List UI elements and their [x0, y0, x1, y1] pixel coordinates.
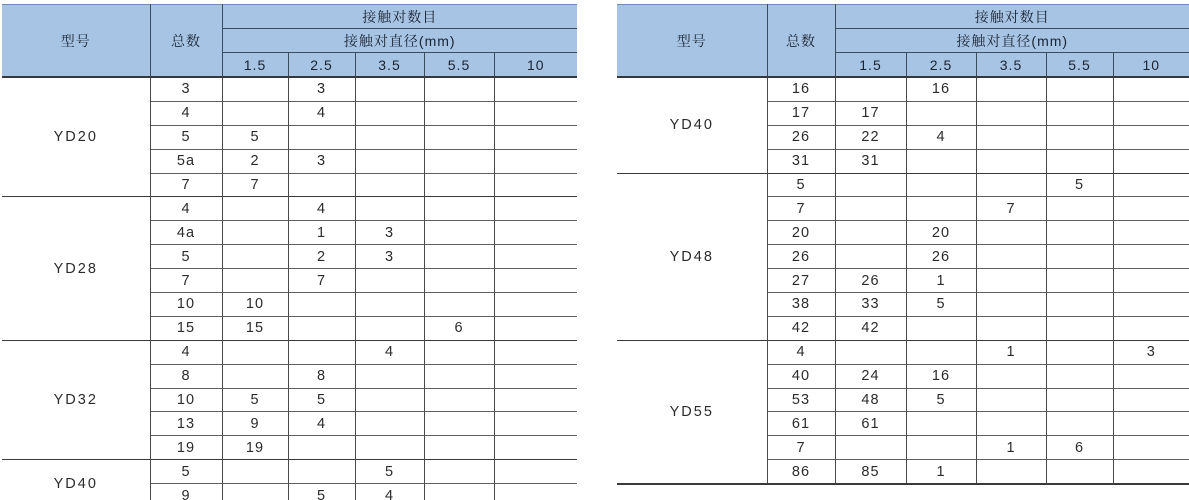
value-cell: [1046, 245, 1113, 269]
value-cell: [1113, 221, 1189, 245]
value-cell: [494, 245, 577, 269]
header-pairs-diameter: 接触对直径(mm): [835, 29, 1189, 53]
value-cell: [1046, 77, 1113, 101]
value-cell: [494, 173, 577, 197]
value-cell: 16: [906, 77, 976, 101]
header-diameter-2.5: 2.5: [288, 53, 355, 78]
value-cell: [494, 484, 577, 500]
header-pairs-count: 接触对数目: [835, 5, 1189, 29]
value-cell: [355, 197, 424, 221]
header-diameter-1.5: 1.5: [222, 53, 288, 78]
value-cell: 26: [835, 269, 906, 293]
value-cell: [424, 436, 494, 460]
total-cell: 26: [767, 125, 835, 149]
value-cell: 31: [835, 149, 906, 173]
value-cell: [976, 269, 1046, 293]
value-cell: [1046, 316, 1113, 340]
total-cell: 4: [150, 197, 222, 221]
value-cell: [355, 101, 424, 125]
value-cell: [494, 364, 577, 388]
total-cell: 4: [150, 101, 222, 125]
value-cell: 6: [424, 316, 494, 340]
value-cell: [355, 436, 424, 460]
value-cell: [976, 245, 1046, 269]
value-cell: 9: [222, 412, 288, 436]
value-cell: [424, 364, 494, 388]
value-cell: [976, 412, 1046, 436]
value-cell: [976, 77, 1046, 101]
value-cell: [976, 316, 1046, 340]
value-cell: [976, 149, 1046, 173]
value-cell: 1: [976, 340, 1046, 364]
total-cell: 86: [767, 460, 835, 484]
value-cell: 16: [906, 364, 976, 388]
header-diameter-2.5: 2.5: [906, 53, 976, 78]
value-cell: [355, 293, 424, 317]
total-cell: 26: [767, 245, 835, 269]
header-diameter-10: 10: [494, 53, 577, 78]
value-cell: 17: [835, 101, 906, 125]
header-diameter-3.5: 3.5: [976, 53, 1046, 78]
value-cell: [424, 484, 494, 500]
total-cell: 20: [767, 221, 835, 245]
value-cell: [222, 101, 288, 125]
value-cell: [976, 221, 1046, 245]
value-cell: [288, 436, 355, 460]
value-cell: [424, 101, 494, 125]
value-cell: 42: [835, 316, 906, 340]
value-cell: [906, 173, 976, 197]
value-cell: [1113, 436, 1189, 460]
value-cell: [976, 460, 1046, 484]
value-cell: [835, 173, 906, 197]
table-row: [2, 77, 577, 101]
total-cell: 13: [150, 412, 222, 436]
value-cell: [424, 412, 494, 436]
model-cell: YD55: [617, 340, 767, 484]
value-cell: [424, 340, 494, 364]
value-cell: [1046, 388, 1113, 412]
total-cell: 16: [767, 77, 835, 101]
value-cell: [355, 364, 424, 388]
value-cell: [494, 221, 577, 245]
value-cell: 5: [906, 388, 976, 412]
value-cell: 15: [222, 316, 288, 340]
value-cell: [494, 436, 577, 460]
value-cell: [288, 316, 355, 340]
value-cell: 1: [906, 460, 976, 484]
table-row: [617, 173, 1189, 197]
value-cell: [355, 269, 424, 293]
connector-spec-table: [2, 4, 577, 500]
table-row: [2, 340, 577, 364]
value-cell: [976, 293, 1046, 317]
total-cell: 8: [150, 364, 222, 388]
value-cell: [424, 149, 494, 173]
value-cell: [835, 245, 906, 269]
value-cell: [222, 245, 288, 269]
value-cell: [976, 125, 1046, 149]
total-cell: 5: [767, 173, 835, 197]
value-cell: [1113, 77, 1189, 101]
value-cell: [222, 269, 288, 293]
value-cell: [1113, 388, 1189, 412]
value-cell: [355, 412, 424, 436]
value-cell: 5: [288, 484, 355, 500]
value-cell: 85: [835, 460, 906, 484]
value-cell: [424, 173, 494, 197]
value-cell: [494, 460, 577, 484]
value-cell: [355, 149, 424, 173]
total-cell: 19: [150, 436, 222, 460]
total-cell: 4: [150, 340, 222, 364]
value-cell: [424, 197, 494, 221]
value-cell: [906, 101, 976, 125]
value-cell: 2: [288, 245, 355, 269]
value-cell: [906, 340, 976, 364]
value-cell: [355, 316, 424, 340]
value-cell: [288, 340, 355, 364]
value-cell: 5: [222, 125, 288, 149]
value-cell: [906, 197, 976, 221]
value-cell: 4: [288, 101, 355, 125]
model-cell: YD40: [617, 77, 767, 173]
value-cell: [1046, 221, 1113, 245]
total-cell: 17: [767, 101, 835, 125]
table-header: [617, 5, 1189, 78]
value-cell: [222, 221, 288, 245]
value-cell: [288, 173, 355, 197]
value-cell: [1046, 412, 1113, 436]
value-cell: 10: [222, 293, 288, 317]
total-cell: 5: [150, 245, 222, 269]
header-diameter-10: 10: [1113, 53, 1189, 78]
value-cell: 33: [835, 293, 906, 317]
model-cell: YD20: [2, 77, 150, 197]
table-body: [2, 77, 577, 500]
value-cell: [1113, 149, 1189, 173]
header-model: 型号: [60, 32, 91, 49]
value-cell: 5: [222, 388, 288, 412]
value-cell: 22: [835, 125, 906, 149]
value-cell: 5: [355, 460, 424, 484]
value-cell: [288, 460, 355, 484]
value-cell: [222, 484, 288, 500]
total-cell: 61: [767, 412, 835, 436]
value-cell: [1046, 269, 1113, 293]
total-cell: 42: [767, 316, 835, 340]
model-cell: YD40: [2, 460, 150, 500]
total-cell: 38: [767, 293, 835, 317]
total-cell: 7: [150, 173, 222, 197]
value-cell: [1046, 364, 1113, 388]
value-cell: [1113, 245, 1189, 269]
table-row: [2, 197, 577, 221]
value-cell: 2: [222, 149, 288, 173]
value-cell: [835, 340, 906, 364]
total-cell: 9: [150, 484, 222, 500]
value-cell: 5: [906, 293, 976, 317]
value-cell: [1113, 293, 1189, 317]
header-model: 型号: [676, 32, 707, 49]
value-cell: [355, 77, 424, 101]
value-cell: [424, 269, 494, 293]
header-total: 总数: [767, 5, 835, 78]
header-diameter-5.5: 5.5: [424, 53, 494, 78]
total-cell: 7: [150, 269, 222, 293]
table-row: [2, 460, 577, 484]
value-cell: [1113, 101, 1189, 125]
table-row: [617, 340, 1189, 364]
value-cell: [1113, 412, 1189, 436]
header-pairs-diameter: 接触对直径(mm): [222, 29, 577, 53]
value-cell: [835, 77, 906, 101]
value-cell: [494, 125, 577, 149]
model-cell: YD28: [2, 197, 150, 340]
value-cell: [906, 149, 976, 173]
value-cell: [424, 460, 494, 484]
model-cell: YD32: [2, 340, 150, 459]
value-cell: [1113, 197, 1189, 221]
value-cell: [1046, 197, 1113, 221]
value-cell: [1113, 316, 1189, 340]
total-cell: 10: [150, 293, 222, 317]
value-cell: [222, 340, 288, 364]
value-cell: [355, 173, 424, 197]
value-cell: [976, 388, 1046, 412]
value-cell: [1113, 460, 1189, 484]
total-cell: 7: [767, 197, 835, 221]
value-cell: [494, 293, 577, 317]
value-cell: 26: [906, 245, 976, 269]
value-cell: 4: [906, 125, 976, 149]
value-cell: [835, 197, 906, 221]
connector-spec-table: [617, 4, 1189, 485]
value-cell: [424, 245, 494, 269]
total-cell: 4a: [150, 221, 222, 245]
value-cell: [494, 197, 577, 221]
header-pairs-count: 接触对数目: [222, 5, 577, 29]
model-cell: YD48: [617, 173, 767, 340]
value-cell: [494, 388, 577, 412]
value-cell: [1046, 340, 1113, 364]
value-cell: 4: [355, 340, 424, 364]
value-cell: 1: [288, 221, 355, 245]
value-cell: [906, 436, 976, 460]
connector-table-left: [2, 4, 577, 500]
value-cell: [1113, 125, 1189, 149]
value-cell: [906, 316, 976, 340]
total-cell: 31: [767, 149, 835, 173]
value-cell: 1: [976, 436, 1046, 460]
header-diameter-1.5: 1.5: [835, 53, 906, 78]
value-cell: [494, 149, 577, 173]
value-cell: [1046, 149, 1113, 173]
value-cell: 48: [835, 388, 906, 412]
value-cell: [1046, 101, 1113, 125]
value-cell: 6: [1046, 436, 1113, 460]
table-header: [2, 5, 577, 78]
value-cell: 3: [288, 77, 355, 101]
value-cell: [222, 77, 288, 101]
value-cell: [424, 388, 494, 412]
value-cell: 5: [288, 388, 355, 412]
value-cell: [906, 412, 976, 436]
value-cell: [1113, 173, 1189, 197]
value-cell: [424, 293, 494, 317]
value-cell: [1046, 460, 1113, 484]
value-cell: [976, 101, 1046, 125]
value-cell: [424, 77, 494, 101]
value-cell: [424, 221, 494, 245]
value-cell: [288, 125, 355, 149]
value-cell: [494, 412, 577, 436]
value-cell: [424, 125, 494, 149]
value-cell: [222, 460, 288, 484]
value-cell: 5: [1046, 173, 1113, 197]
total-cell: 40: [767, 364, 835, 388]
value-cell: 3: [288, 149, 355, 173]
total-cell: 53: [767, 388, 835, 412]
total-cell: 10: [150, 388, 222, 412]
value-cell: [494, 77, 577, 101]
value-cell: 24: [835, 364, 906, 388]
total-cell: 3: [150, 77, 222, 101]
value-cell: 61: [835, 412, 906, 436]
total-cell: 7: [767, 436, 835, 460]
total-cell: 5a: [150, 149, 222, 173]
value-cell: [355, 388, 424, 412]
value-cell: [222, 364, 288, 388]
value-cell: [494, 340, 577, 364]
value-cell: [1113, 364, 1189, 388]
value-cell: [355, 125, 424, 149]
table-body: [617, 77, 1189, 484]
value-cell: [494, 269, 577, 293]
value-cell: [835, 221, 906, 245]
value-cell: [835, 436, 906, 460]
total-cell: 5: [150, 125, 222, 149]
total-cell: 15: [150, 316, 222, 340]
table-row: [617, 77, 1189, 101]
connector-table-right: [617, 4, 1189, 485]
value-cell: 3: [355, 245, 424, 269]
value-cell: 3: [1113, 340, 1189, 364]
value-cell: 4: [288, 412, 355, 436]
header-total: 总数: [150, 5, 222, 78]
value-cell: 3: [355, 221, 424, 245]
header-diameter-3.5: 3.5: [355, 53, 424, 78]
value-cell: 7: [288, 269, 355, 293]
value-cell: [494, 316, 577, 340]
value-cell: 8: [288, 364, 355, 388]
value-cell: [1113, 269, 1189, 293]
value-cell: 19: [222, 436, 288, 460]
total-cell: 27: [767, 269, 835, 293]
value-cell: 20: [906, 221, 976, 245]
value-cell: [1046, 293, 1113, 317]
value-cell: 7: [222, 173, 288, 197]
value-cell: [976, 364, 1046, 388]
value-cell: 4: [355, 484, 424, 500]
total-cell: 4: [767, 340, 835, 364]
value-cell: [222, 197, 288, 221]
header-diameter-5.5: 5.5: [1046, 53, 1113, 78]
total-cell: 5: [150, 460, 222, 484]
value-cell: [976, 173, 1046, 197]
value-cell: 4: [288, 197, 355, 221]
value-cell: 1: [906, 269, 976, 293]
value-cell: [1046, 125, 1113, 149]
value-cell: 7: [976, 197, 1046, 221]
value-cell: [494, 101, 577, 125]
value-cell: [288, 293, 355, 317]
